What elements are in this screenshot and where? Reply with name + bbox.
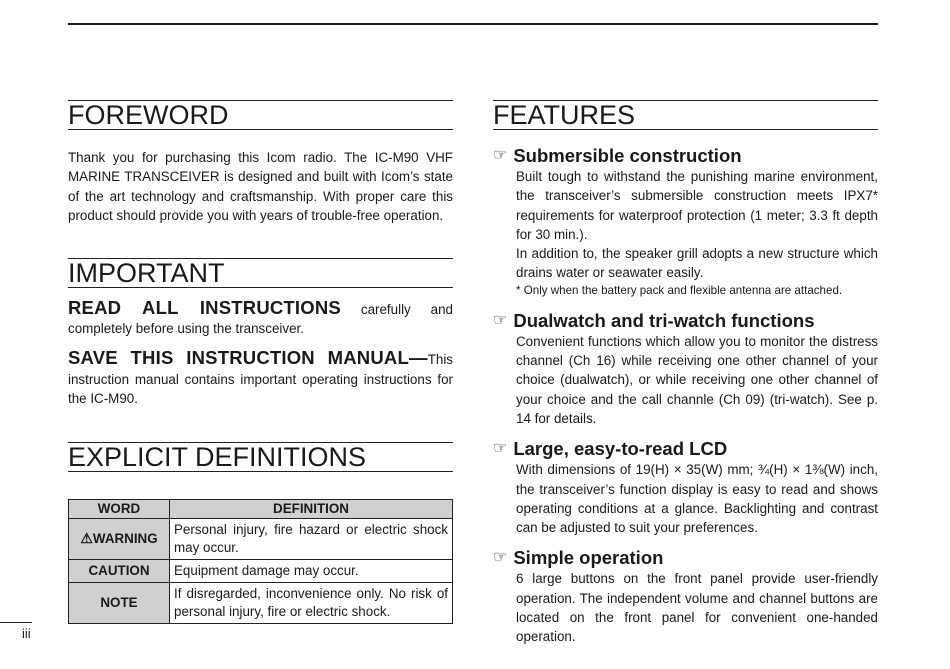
pointing-hand-icon: ☞ xyxy=(493,311,508,329)
table-header-row xyxy=(69,499,453,518)
caution-word: CAUTION xyxy=(69,559,170,582)
feature-heading xyxy=(493,145,878,167)
definitions-table xyxy=(68,499,453,624)
save-manual-heading: SAVE THIS INSTRUCTION MANUAL— xyxy=(68,347,428,369)
feature-item xyxy=(493,438,878,537)
feature-body: Built tough to withstand the punishing marine environment, the transceiver’s submersible construction meets IPX7* requirements for waterproof protection (1 meter; 3.3 ft depth for 30 min.). xyxy=(516,169,878,242)
left-column xyxy=(68,100,453,624)
feature-item xyxy=(493,547,878,646)
save-manual-text: This instruction manual contains important operating instructions for the IC-M90. xyxy=(68,352,453,407)
foreword-title: FOREWORD xyxy=(68,100,453,130)
feature-body: Convenient functions which allow you to monitor the distress channel (Ch 16) while receiving one other channel of your choice (dualwatch), or while receiving one other channel of your choice and the call channle (Ch 09) (tri-watch). See p. 14 for details. xyxy=(516,333,878,426)
feature-heading xyxy=(493,547,878,569)
feature-heading xyxy=(493,438,878,460)
foreword-text: Thank you for purchasing this Icom radio. The IC-M90 VHF MARINE TRANSCEIVER is designed and built with Icom’s state of the art technology and craftsmanship. With proper care this product should provide you with years of trouble-free operation. xyxy=(68,150,453,224)
table-row xyxy=(69,582,453,623)
top-rule xyxy=(68,23,878,25)
feature-item xyxy=(493,145,878,298)
feature-body-extra: In addition to, the speaker grill adopts a new structure which drains water or seawater easily. xyxy=(516,246,878,281)
save-manual-paragraph xyxy=(68,348,453,408)
table-row xyxy=(69,559,453,582)
read-all-paragraph xyxy=(68,298,453,339)
page-number-rule xyxy=(0,622,32,623)
warning-definition: Personal injury, fire hazard or electric shock may occur. xyxy=(170,518,453,559)
page-number: iii xyxy=(22,626,31,641)
read-all-heading: READ ALL INSTRUCTIONS xyxy=(68,296,341,318)
features-title: FEATURES xyxy=(493,100,878,130)
important-title: IMPORTANT xyxy=(68,258,453,288)
warning-word: WARNING xyxy=(92,531,158,547)
pointing-hand-icon: ☞ xyxy=(493,147,508,164)
table-row xyxy=(69,518,453,559)
read-all-text: carefully and completely before using the transceiver. xyxy=(68,301,453,337)
note-word: NOTE xyxy=(69,582,170,623)
feature-title-simple: Simple operation xyxy=(513,547,664,569)
feature-body: 6 large buttons on the front panel provide user-friendly operation. The independent volume and channel buttons are located on the front panel for convenient one-handed operation. xyxy=(516,571,878,645)
feature-body: With dimensions of 19(H) × 35(W) mm; ¾(H) × 1⅜(W) inch, the transceiver’s function display is easy to read and shows operating conditions at a glance. Backlighting and contrast can be adjusted to suit your preferences. xyxy=(516,462,878,536)
pointing-hand-icon: ☞ xyxy=(493,440,508,458)
feature-title-lcd: Large, easy-to-read LCD xyxy=(513,438,728,460)
caution-definition: Equipment damage may occur. xyxy=(170,559,453,582)
feature-item xyxy=(493,310,878,428)
feature-title-dualwatch: Dualwatch and tri-watch functions xyxy=(513,309,815,331)
warning-triangle-icon: ⚠ xyxy=(80,530,93,547)
note-definition: If disregarded, inconvenience only. No risk of personal injury, fire or electric shock. xyxy=(170,582,453,623)
pointing-hand-icon: ☞ xyxy=(493,549,508,567)
feature-heading xyxy=(493,310,878,332)
feature-title-submersible: Submersible construction xyxy=(513,145,742,166)
col-word-header: WORD xyxy=(69,499,170,518)
col-definition-header: DEFINITION xyxy=(170,499,453,518)
feature-footnote: * Only when the battery pack and flexible antenna are attached. xyxy=(516,283,843,297)
warning-word-cell xyxy=(69,518,170,559)
definitions-title: EXPLICIT DEFINITIONS xyxy=(68,442,453,472)
right-column xyxy=(493,100,878,647)
